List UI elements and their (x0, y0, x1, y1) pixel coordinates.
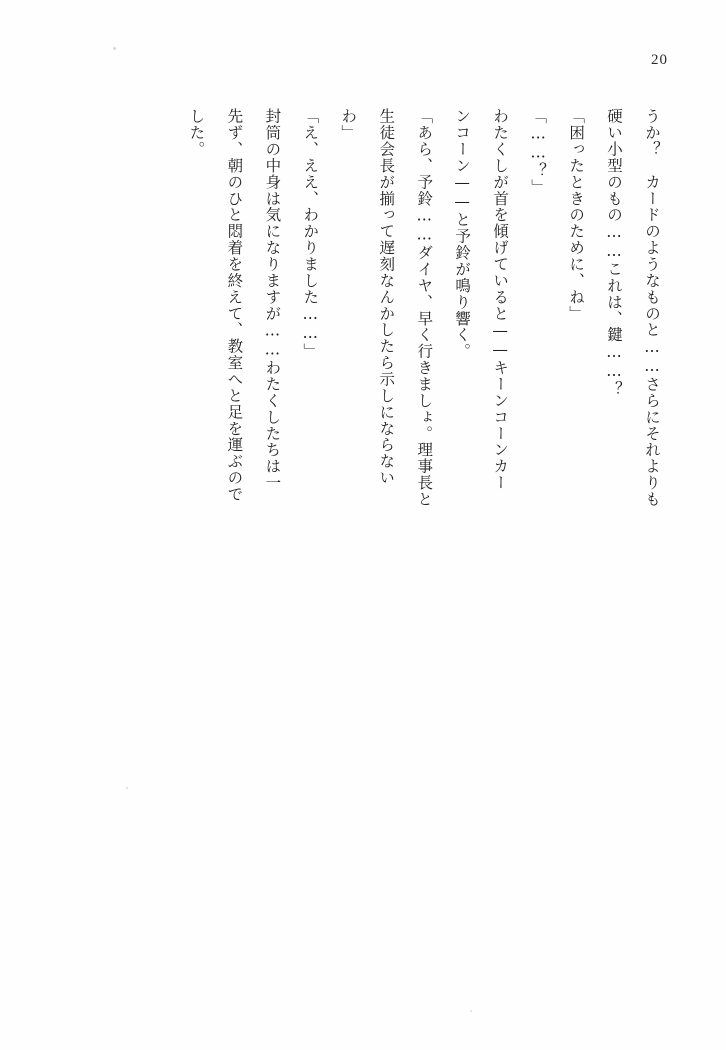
text-line: 「あら、予鈴……ダイヤ、早く行きましょ。理事長と (415, 108, 434, 508)
text-line: 硬い小型のもの……これは、鍵……？ (605, 108, 624, 398)
text-line: 生徒会長が揃って遅刻なんかしたら示しにならない (377, 108, 396, 486)
text-line: わたくしが首を傾げていると——キーンコーンカー (491, 108, 510, 491)
text-line: 先ず、朝のひと悶着を終えて、教室へと足を運ぶので (225, 108, 244, 503)
page-number: 20 (651, 52, 668, 68)
scan-speck (126, 787, 128, 789)
text-line: した。 (187, 108, 206, 158)
text-line: うか？ カードのようなものと……さらにそれよりも (643, 108, 661, 508)
scan-speck (113, 47, 116, 50)
text-line: 封筒の中身は気になりますが……わたくしたちは一 (263, 108, 282, 491)
text-line: 「……？」 (529, 108, 548, 196)
text-line: わ」 (339, 108, 358, 141)
text-line: ンコーン——と予鈴が鳴り響く。 (453, 108, 472, 360)
text-line: 「困ったときのために、ね」 (567, 108, 586, 322)
text-line: 「え、ええ、わかりました……」 (301, 108, 320, 360)
body-text (176, 108, 670, 938)
scan-speck (470, 1010, 472, 1012)
